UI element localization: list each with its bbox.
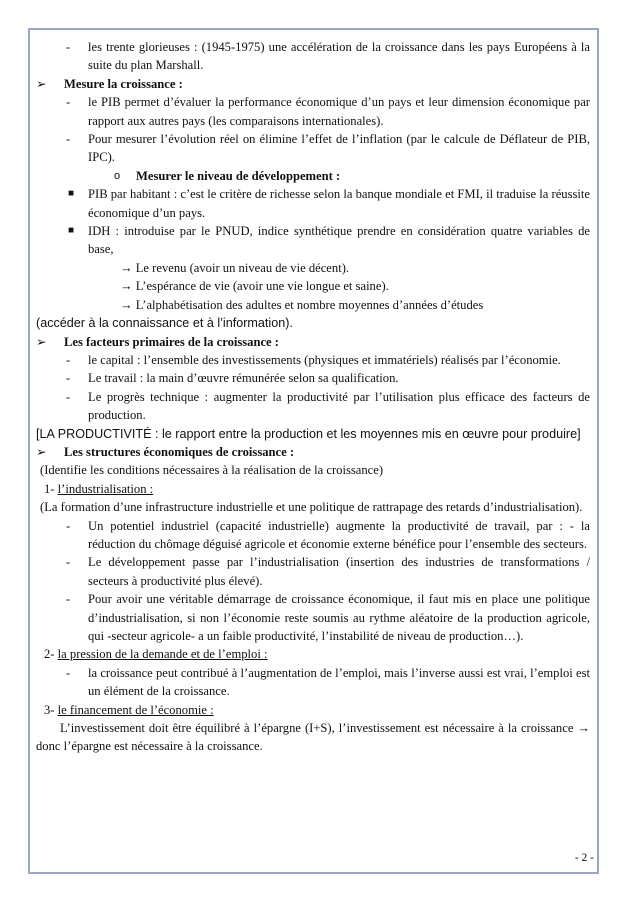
dash-item-trente-glorieuses: - les trente glorieuses : (1945-1975) une accélération de la croissance dans les pays Européens à la suite du plan Marshall. [66, 40, 590, 73]
dash-item-emploi: - la croissance peut contribué à l’augmentation de l’emploi, mais l’inverse aussi est vrai, l’emploi est un élément de la croissance. [66, 665, 590, 699]
square-item-pib-habitant: ■ PIB par habitant : c’est le critère de richesse selon la banque mondiale et FMI, il traduise la réussite économique d’un pays. [68, 187, 590, 220]
arrow-bullet-icon: ➢ [36, 334, 47, 349]
dash-item-inflation: - Pour mesurer l’évolution réel on élimine l’effet de l’inflation (par le calcule de Déflateur de PIB, IPC). [66, 132, 590, 165]
square-bullet-icon: ■ [68, 225, 75, 237]
numbered-heading-pression-demande: 2- la pression de la demande et de l’emploi : [44, 647, 268, 662]
arrow-line-esperance: → L’espérance de vie (avoir une vie longue et saine). [120, 279, 389, 294]
numbered-heading-financement: 3- le financement de l’économie : [44, 702, 214, 717]
productivite-definition: [LA PRODUCTIVITÉ : le rapport entre la production et les moyennes mis en œuvre pour produire] [36, 426, 581, 441]
dash-item-capital: - le capital : l’ensemble des investissements (physiques et immatériels) réalisés par l’économie. [36, 351, 590, 369]
paragraph-formation-infrastructure: (La formation d’une infrastructure industrielle et une politique de rattrapage des retards d’industrialisation). [40, 500, 583, 515]
dash-item-demarrage: - Pour avoir une véritable démarrage de croissance économique, il faut mis en place une politique d’industrialisation, si non l’économie reste soumis au rythme aléatoire de la production agricole, qui -secteur agricole- a un faible productivité, l’instabilité de niveau de production…). [66, 592, 590, 643]
dash-marker: - [66, 95, 71, 110]
heading-facteurs-primaires: ➢ Les facteurs primaires de la croissance : [36, 333, 590, 351]
dash-item-travail: - Le travail : la main d’œuvre rémunérée selon sa qualification. [36, 369, 590, 387]
dash-item-progres-technique: - Le progrès technique : augmenter la productivité par l’utilisation plus efficace des facteurs de production. [66, 389, 590, 423]
paragraph-investissement: L’investissement doit être équilibré à l’épargne (I+S), l’investissement est nécessaire à la croissance → donc l’épargne est nécessaire à la croissance. [36, 721, 590, 754]
dash-marker: - [66, 389, 71, 404]
arrow-line-alphabetisation: → L’alphabétisation des adultes et nombre moyennes d’années d’études [120, 297, 484, 312]
subheading-niveau-developpement: o Mesurer le niveau de développement : [36, 167, 590, 185]
page-content [36, 38, 590, 756]
dash-marker: - [66, 132, 71, 147]
square-bullet-icon: ■ [68, 188, 75, 200]
dash-marker: - [66, 555, 71, 570]
arrow-bullet-icon: ➢ [36, 76, 47, 91]
dash-item-developpement: - Le développement passe par l’industrialisation (insertion des industries de transformations / secteurs à productivité plus élevé). [66, 555, 590, 588]
dash-marker: - [66, 371, 71, 386]
heading-structures-economiques: ➢ Les structures économiques de croissance : [36, 443, 590, 461]
page-number: - 2 - [574, 852, 594, 864]
square-item-idh: ■ IDH : introduise par le PNUD, indice synthétique prendre en considération quatre variables de base, [68, 224, 590, 257]
dash-marker: - [66, 592, 71, 607]
arrow-line-revenu: → Le revenu (avoir un niveau de vie décent). [120, 260, 350, 275]
dash-marker: - [66, 40, 71, 54]
text-connaissance: (accéder à la connaissance et à l’information). [36, 316, 293, 331]
dash-marker: - [66, 665, 71, 680]
heading-mesure-croissance: ➢ Mesure la croissance : [36, 75, 590, 93]
numbered-heading-industrialisation: 1- l’industrialisation : [44, 481, 154, 496]
circle-bullet-icon: o [114, 169, 121, 182]
dash-marker: - [66, 352, 71, 367]
arrow-bullet-icon: ➢ [36, 444, 47, 459]
dash-item-pib: - le PIB permet d’évaluer la performance économique d’un pays et leur dimension économique par rapport aux autres pays (les comparaisons internationales). [66, 95, 590, 128]
intro-conditions: (Identifie les conditions nécessaires à la réalisation de la croissance) [40, 463, 384, 478]
dash-item-potentiel-industriel: - Un potentiel industriel (capacité industrielle) augmente la productivité de travail, par : - la réduction du chômage déguisé agricole et économie externe bénéfice pour l’ensemble des secteurs. [66, 518, 590, 551]
dash-marker: - [66, 518, 71, 533]
